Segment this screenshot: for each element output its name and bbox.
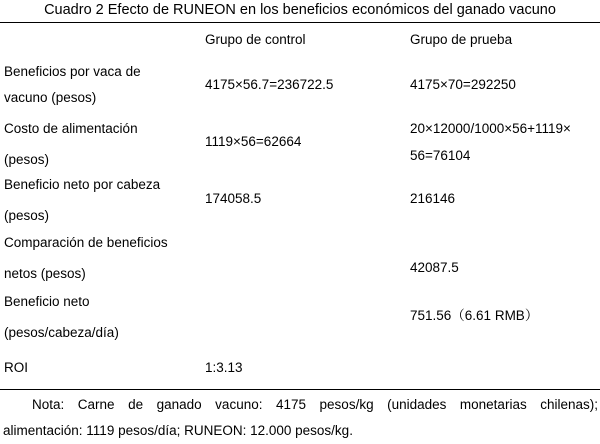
table-caption: Cuadro 2 Efecto de RUNEON en los beneficios económicos del ganado vacuno xyxy=(44,2,556,18)
row-label: Beneficios por vaca de vacuno (pesos) xyxy=(4,64,141,105)
row-label: ROI xyxy=(4,360,29,375)
table-row xyxy=(0,289,600,341)
control-value: 1119×56=62664 xyxy=(205,134,302,149)
row-label: Comparación de beneficios netos (pesos) xyxy=(4,235,168,281)
table-bottom-rule xyxy=(0,389,600,390)
footnote-line-2: alimentación: 1119 pesos/día; RUNEON: 12.000 pesos/kg. xyxy=(3,423,353,438)
row-label: Costo de alimentación (pesos) xyxy=(4,121,138,167)
economic-benefits-table xyxy=(0,23,600,389)
control-value: 1:3.13 xyxy=(205,360,243,375)
header-control-group: Grupo de control xyxy=(205,32,306,47)
table-row xyxy=(0,113,600,172)
table-row xyxy=(0,172,600,229)
footnote-line-1: Nota: Carne de ganado vacuno: 4175 pesos/kg (unidades monetarias chilenas); xyxy=(32,397,598,412)
table-row xyxy=(0,341,600,389)
test-value: 4175×70=292250 xyxy=(410,77,516,92)
table-row xyxy=(0,59,600,113)
test-value: 42087.5 xyxy=(410,260,459,275)
row-label: Beneficio neto (pesos/cabeza/día) xyxy=(4,294,119,340)
header-test-group: Grupo de prueba xyxy=(410,32,513,47)
table-row xyxy=(0,229,600,289)
table-header-row xyxy=(0,23,600,59)
row-label: Beneficio neto por cabeza (pesos) xyxy=(4,177,161,223)
table-footnote xyxy=(0,392,600,444)
test-value: 20×12000/1000×56+1119× 56=76104 xyxy=(410,121,571,163)
control-value: 4175×56.7=236722.5 xyxy=(205,77,334,92)
test-value: 751.56（6.61 RMB） xyxy=(410,308,539,323)
control-value: 174058.5 xyxy=(205,191,262,206)
test-value: 216146 xyxy=(410,191,456,206)
